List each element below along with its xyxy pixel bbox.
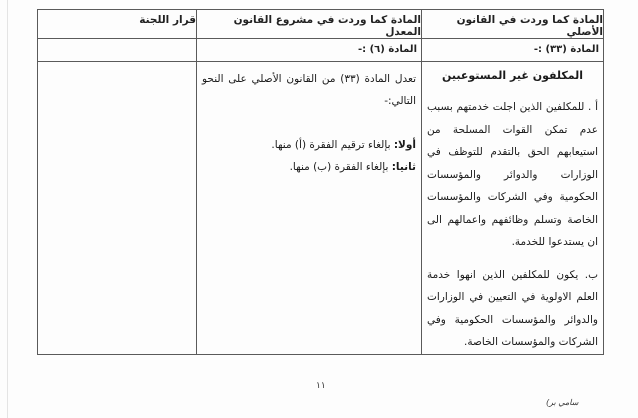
amendment-item-1-label: أولا: <box>393 139 416 151</box>
amendment-item-2-label: ثانيا: <box>391 161 416 173</box>
committee-decision-cell <box>38 62 197 355</box>
decision-article-cell <box>38 39 197 62</box>
amendment-item-2 <box>202 156 416 178</box>
page-number: ١١ <box>316 381 326 391</box>
spacer <box>202 112 416 134</box>
section-title: المكلفون غير المستوعبين <box>441 69 584 82</box>
article-body-row <box>38 62 604 355</box>
header-committee-decision: قرار اللجنة <box>38 10 197 39</box>
original-text-cell <box>422 62 604 355</box>
article-number-row <box>38 39 604 62</box>
header-original-law: المادة كما وردت في القانون الأصلي <box>422 10 604 39</box>
amendment-item-2-text: بإلغاء الفقرة (ب) منها. <box>289 161 392 173</box>
amendment-item-1-text: بإلغاء ترقيم الفقرة (أ) منها. <box>271 139 394 151</box>
table-header-row <box>38 10 604 39</box>
comparison-table <box>37 9 604 355</box>
signature-initials: (سامي بر <box>546 398 579 407</box>
original-article-number: المادة (٣٣) :- <box>422 39 604 62</box>
amended-text-cell <box>197 62 422 355</box>
amendment-item-1 <box>202 134 416 156</box>
amendment-intro: تعدل المادة (٣٣) من القانون الأصلي على النحو التالي:- <box>202 73 416 107</box>
paragraph-b: ب. يكون للمكلفين الذين انهوا خدمة العلم الاولوية في التعيين في الوزارات والدوائر والمؤسسات الحكومية وفي الشركات والمؤسسات الخاصة. <box>427 268 598 348</box>
scan-edge-line <box>7 0 8 418</box>
amended-article-number: المادة (٦) :- <box>197 39 422 62</box>
header-amended-law: المادة كما وردت في مشروع القانون المعدل <box>197 10 422 39</box>
paragraph-a: أ . للمكلفين الذين اجلت خدمتهم بسبب عدم تمكن القوات المسلحة من استيعابهم الحق بالتقدم للتوظف في الوزارات والدوائر والمؤسسات الحكومية وفي الشركات والمؤسسات الخاصة وتسلم وظائفهم واعمالهم الى ان يستدعوا للخدمة. <box>427 101 598 248</box>
